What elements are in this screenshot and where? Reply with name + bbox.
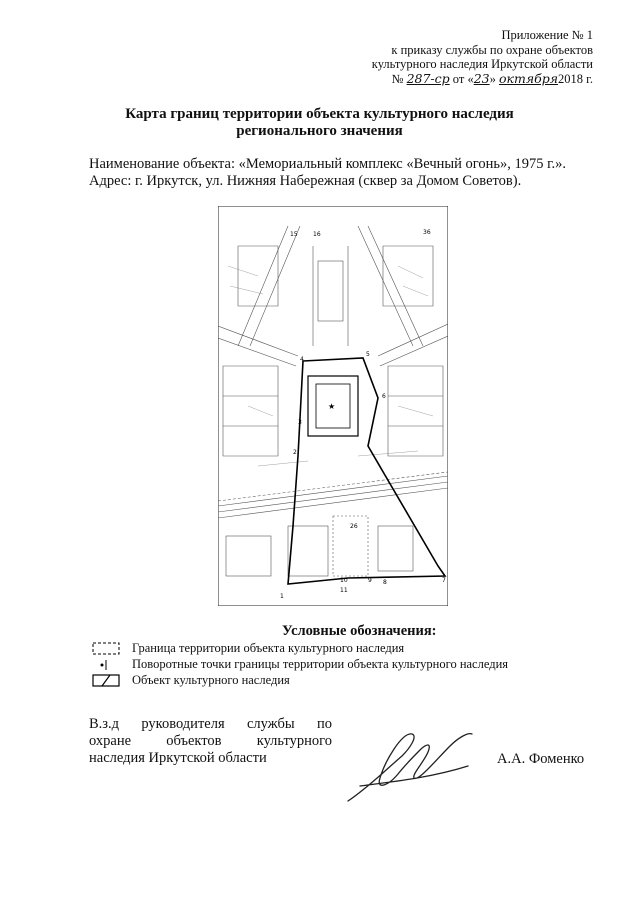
point-label-10: 10 — [340, 577, 348, 584]
signer-name: А.А. Фоменко — [497, 751, 585, 767]
point-label-6: 6 — [382, 393, 386, 400]
order-number-line — [392, 72, 594, 86]
legend-text-object: Объект культурного наследия — [132, 673, 290, 687]
legend-item-turning-points — [92, 658, 552, 672]
order-reference-line: к приказу службы по охране объектов — [391, 43, 593, 57]
legend-text-turning-points: Поворотные точки границы территории объекта культурного наследия — [132, 657, 509, 671]
point-label-7: 7 — [442, 577, 446, 584]
document-subtitle: регионального значения — [236, 123, 403, 139]
from-label: от « — [452, 72, 474, 86]
order-number: 287-ср — [406, 71, 450, 86]
position-line-3: наследия Иркутской области — [89, 750, 267, 766]
appendix-label: Приложение № 1 — [501, 28, 593, 42]
map-label-15: 15 — [290, 231, 298, 238]
map-label-16: 16 — [313, 231, 321, 238]
point-label-5: 5 — [366, 351, 370, 358]
signatory-position — [89, 716, 332, 767]
close-quote: » — [489, 72, 496, 86]
map-label-26: 26 — [350, 523, 358, 530]
point-label-11: 11 — [340, 587, 348, 594]
object-address: Адрес: г. Иркутск, ул. Нижняя Набережная (сквер за Домом Советов). — [89, 173, 522, 189]
handwritten-signature — [340, 716, 480, 806]
legend-title: Условные обозначения: — [282, 623, 437, 639]
order-month: октября — [499, 71, 559, 86]
word: руководителя — [141, 716, 225, 732]
point-label-9: 9 — [368, 577, 372, 584]
authority-line: культурного наследия Иркутской области — [371, 57, 593, 71]
dashed-boundary-icon — [92, 642, 120, 655]
boundary-map — [218, 206, 448, 606]
order-year: 2018 г. — [558, 72, 593, 86]
map-label-36: 36 — [423, 229, 431, 236]
order-day: 23 — [473, 71, 490, 86]
word: службы — [246, 716, 295, 732]
legend-item-object — [92, 674, 552, 688]
point-label-2: 2 — [293, 449, 297, 456]
word: культурного — [256, 733, 332, 749]
point-label-1: 1 — [280, 593, 284, 600]
word: охране — [89, 733, 132, 749]
number-sign: № — [391, 72, 404, 86]
legend-text-boundary: Граница территории объекта культурного наследия — [132, 641, 405, 655]
svg-text:★: ★ — [328, 402, 336, 411]
position-line-2 — [89, 733, 332, 750]
point-label-8: 8 — [383, 579, 387, 586]
object-name: Наименование объекта: «Мемориальный комплекс «Вечный огонь», 1975 г.». — [89, 156, 566, 172]
word: объектов — [166, 733, 222, 749]
hatched-object-icon — [92, 674, 120, 687]
legend-item-boundary — [92, 642, 552, 656]
turning-point-icon — [92, 658, 120, 671]
word: В.з.д — [89, 716, 120, 732]
position-line-1 — [89, 716, 332, 733]
point-label-3: 3 — [298, 419, 302, 426]
word: по — [316, 716, 332, 732]
document-title: Карта границ территории объекта культурного наследия — [125, 106, 514, 122]
point-label-4: 4 — [300, 356, 304, 363]
